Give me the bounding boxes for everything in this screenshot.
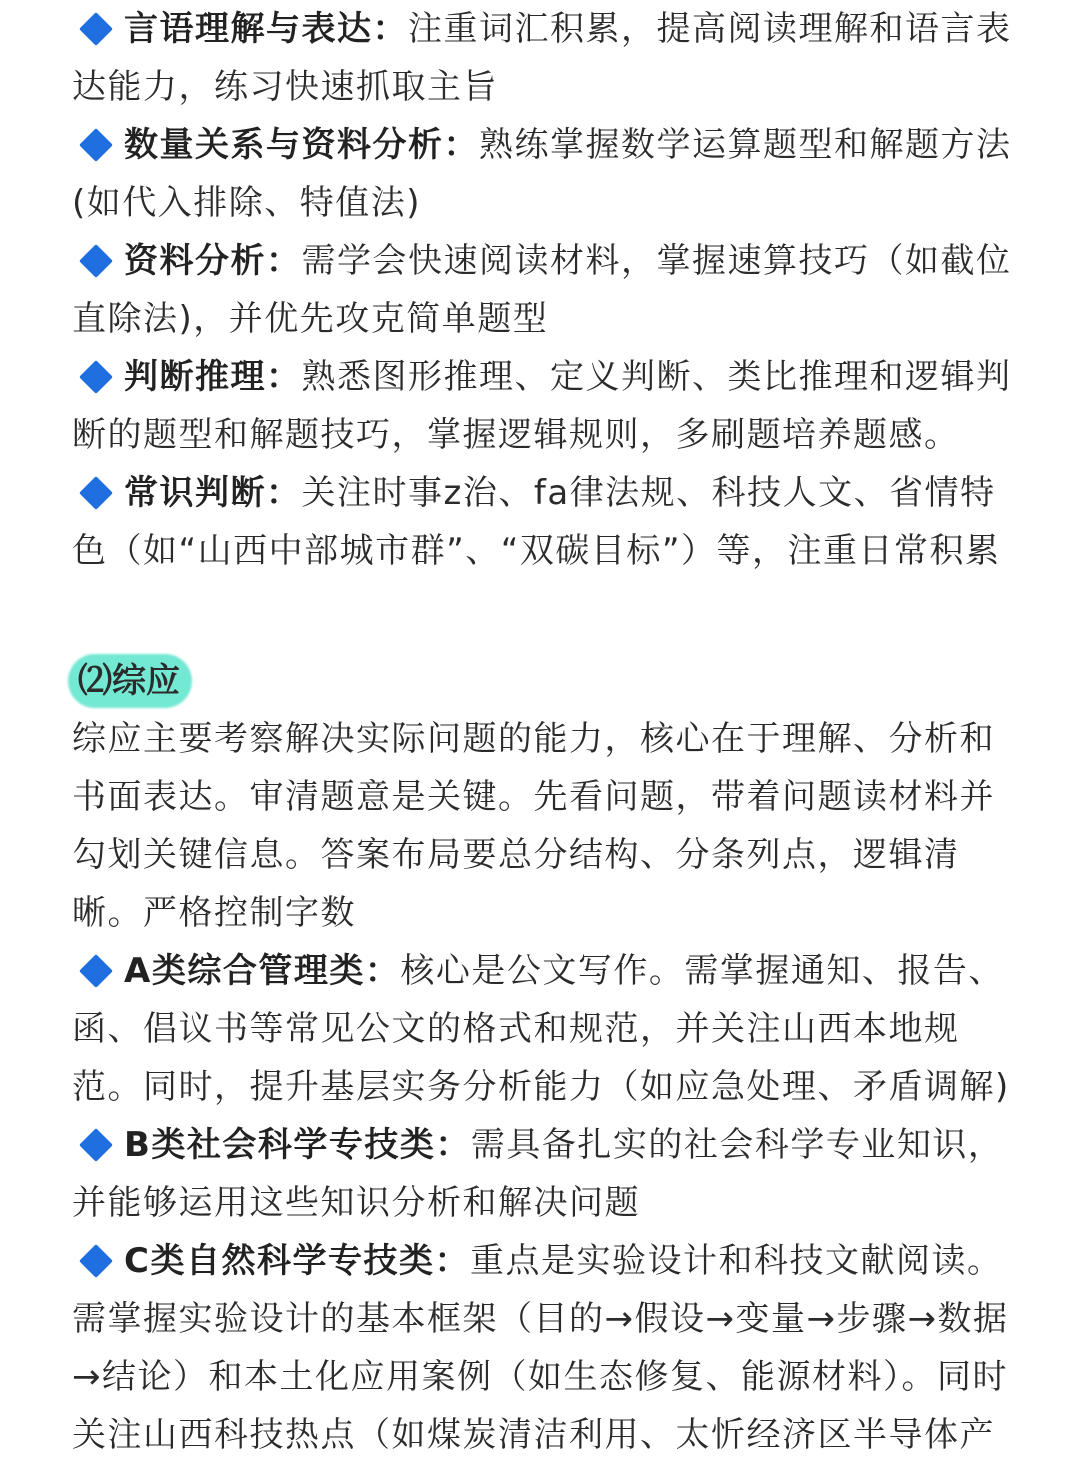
list-item-c-class [72, 1232, 1012, 1464]
blue-diamond-icon [79, 12, 113, 46]
section-heading: ⑵综应 [72, 652, 186, 710]
item-label: 判断推理： [124, 357, 302, 397]
list-item-a-class [72, 942, 1012, 1116]
list-item-panduan [72, 348, 1012, 464]
blue-diamond-icon [79, 954, 113, 988]
section-spacer [72, 580, 1012, 638]
item-text: 重点是实验设计和科技文献阅读。需掌握实验设计的基本框架（目的→假设→变量→步骤→数据→结论）和本土化应用案例（如生态修复、能源材料）。同时关注山西科技热点（如煤炭清洁利用、太忻经济区半导体产 [72, 1241, 1009, 1455]
item-label: 言语理解与表达： [124, 9, 408, 49]
item-text: 需具备扎实的社会科学专业知识，并能够运用这些知识分析和解决问题 [72, 1125, 1004, 1223]
blue-diamond-icon [79, 476, 113, 510]
blue-diamond-icon [79, 1244, 113, 1278]
item-label: B类社会科学专技类： [124, 1125, 471, 1165]
blue-diamond-icon [79, 1128, 113, 1162]
list-item-changshi [72, 464, 1012, 580]
blue-diamond-icon [79, 128, 113, 162]
item-text: 关注时事z治、fa律法规、科技人文、省情特色（如“山西中部城市群”、“双碳目标”）等，注重日常积累 [72, 473, 1001, 571]
list-item-shuliang [72, 116, 1012, 232]
item-text: 核心是公文写作。需掌握通知、报告、函、倡议书等常见公文的格式和规范，并关注山西本地规范。同时，提升基层实务分析能力（如应急处理、矛盾调解) [72, 951, 1010, 1107]
item-label: 常识判断： [124, 473, 302, 513]
item-text: 注重词汇积累，提高阅读理解和语言表达能力，练习快速抓取主旨 [72, 9, 1012, 107]
item-text: 熟练掌握数学运算题型和解题方法(如代入排除、特值法) [72, 125, 1012, 223]
list-item-yanyu [72, 0, 1012, 116]
list-item-ziliao [72, 232, 1012, 348]
item-label: C类自然科学专技类： [124, 1241, 470, 1281]
section-intro: 综应主要考察解决实际问题的能力，核心在于理解、分析和书面表达。审清题意是关键。先看问题，带着问题读材料并勾划关键信息。答案布局要总分结构、分条列点，逻辑清晰。严格控制字数 [72, 719, 995, 933]
blue-diamond-icon [79, 360, 113, 394]
item-text: 需学会快速阅读材料，掌握速算技巧（如截位直除法)，并优先攻克简单题型 [72, 241, 1012, 339]
item-label: 资料分析： [124, 241, 302, 281]
item-text: 熟悉图形推理、定义判断、类比推理和逻辑判断的题型和解题技巧，掌握逻辑规则，多刷题培养题感。 [72, 357, 1012, 455]
document-page [72, 0, 1012, 1464]
item-label: 数量关系与资料分析： [124, 125, 479, 165]
list-item-b-class [72, 1116, 1012, 1232]
blue-diamond-icon [79, 244, 113, 278]
item-label: A类综合管理类： [124, 951, 401, 991]
